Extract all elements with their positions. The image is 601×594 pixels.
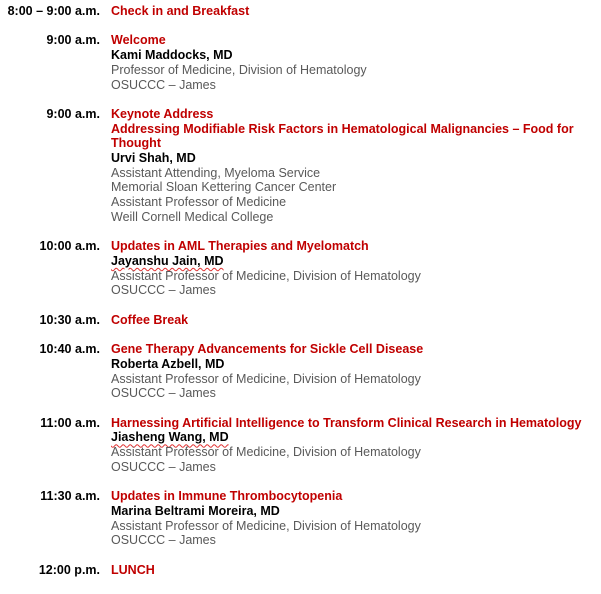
session-time: 12:00 p.m.	[38, 562, 100, 577]
agenda-item	[0, 313, 601, 328]
agenda-item	[0, 239, 601, 298]
speaker-name: Kami Maddocks, MD	[111, 48, 233, 63]
session-time: 8:00 – 9:00 a.m.	[7, 4, 100, 18]
speaker-affiliation: OSUCCC – James	[111, 533, 216, 548]
agenda-item	[0, 107, 601, 225]
session-title: Updates in Immune Thrombocytopenia	[111, 489, 343, 504]
session-content	[100, 107, 599, 225]
session-title: Harnessing Artificial Intelligence to Transform Clinical Research in Hematology	[111, 415, 582, 430]
session-content	[100, 33, 599, 92]
speaker-affiliation: OSUCCC – James	[111, 283, 216, 298]
session-content	[100, 313, 599, 328]
session-content	[100, 342, 599, 401]
speaker-affiliation: Assistant Professor of Medicine, Division of Hematology	[111, 371, 421, 386]
agenda	[0, 4, 601, 592]
speaker-affiliation: OSUCCC – James	[111, 459, 216, 474]
speaker-affiliation: Assistant Attending, Myeloma Service	[111, 165, 321, 180]
session-content	[100, 416, 599, 475]
agenda-item	[0, 489, 601, 548]
agenda-item	[0, 563, 601, 578]
session-time: 10:40 a.m.	[39, 342, 100, 357]
session-title: Check in and Breakfast	[111, 4, 250, 18]
session-content	[100, 563, 599, 578]
session-title: LUNCH	[111, 562, 155, 577]
spellcheck-flagged-name: Jiasheng Wang, MD	[111, 430, 229, 445]
speaker-affiliation: Weill Cornell Medical College	[111, 209, 274, 224]
session-time: 10:00 a.m.	[39, 239, 100, 254]
speaker-name: Roberta Azbell, MD	[111, 356, 225, 371]
spellcheck-flagged-name: Jayanshu Jain, MD	[111, 253, 224, 268]
speaker-affiliation: Assistant Professor of Medicine, Division of Hematology	[111, 268, 421, 283]
session-time: 11:30 a.m.	[40, 489, 100, 504]
agenda-item	[0, 342, 601, 401]
speaker-affiliation: Assistant Professor of Medicine	[111, 195, 287, 210]
speaker-affiliation: Professor of Medicine, Division of Hematology	[111, 62, 367, 77]
session-time: 10:30 a.m.	[39, 312, 100, 327]
session-time: 11:00 a.m.	[40, 415, 100, 430]
session-content	[100, 4, 599, 19]
agenda-item	[0, 33, 601, 92]
speaker-affiliation: OSUCCC – James	[111, 386, 216, 401]
speaker-affiliation: Assistant Professor of Medicine, Division of Hematology	[111, 445, 421, 459]
session-time: 9:00 a.m.	[46, 106, 100, 121]
session-title: Updates in AML Therapies and Myelomatch	[111, 239, 369, 254]
speaker-affiliation: OSUCCC – James	[111, 77, 216, 92]
speaker-name	[111, 430, 599, 445]
session-content	[100, 239, 599, 298]
session-title: Coffee Break	[111, 312, 189, 327]
session-title: Gene Therapy Advancements for Sickle Cell Disease	[111, 342, 424, 357]
session-content	[100, 489, 599, 548]
session-subtitle: Addressing Modifiable Risk Factors in Hematological Malignancies – Food for Thought	[111, 121, 574, 151]
agenda-item	[0, 416, 601, 475]
speaker-name	[111, 254, 599, 269]
session-title: Welcome	[111, 33, 166, 48]
speaker-affiliation: Assistant Professor of Medicine, Division of Hematology	[111, 518, 421, 533]
speaker-name: Urvi Shah, MD	[111, 151, 196, 165]
session-time: 9:00 a.m.	[46, 33, 100, 48]
speaker-name: Marina Beltrami Moreira, MD	[111, 503, 280, 518]
speaker-affiliation: Memorial Sloan Kettering Cancer Center	[111, 180, 337, 195]
session-title: Keynote Address	[111, 106, 214, 121]
agenda-item	[0, 4, 601, 19]
